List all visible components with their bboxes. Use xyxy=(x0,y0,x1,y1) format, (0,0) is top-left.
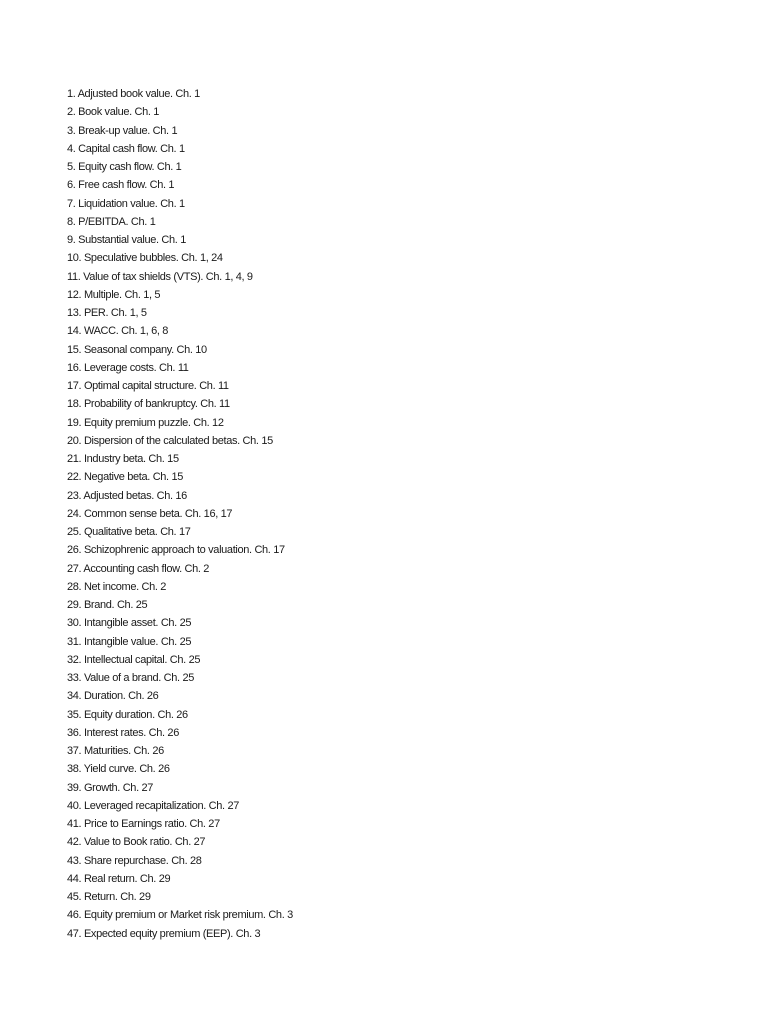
list-item: 45. Return. Ch. 29 xyxy=(67,891,151,903)
index-list xyxy=(67,85,293,943)
list-item: 32. Intellectual capital. Ch. 25 xyxy=(67,653,201,666)
list-item: 31. Intangible value. Ch. 25 xyxy=(67,635,192,648)
list-item: 12. Multiple. Ch. 1, 5 xyxy=(67,288,161,301)
list-item: 25. Qualitative beta. Ch. 17 xyxy=(67,526,191,538)
list-item: 10. Speculative bubbles. Ch. 1, 24 xyxy=(67,252,223,265)
list-item: 5. Equity cash flow. Ch. 1 xyxy=(67,161,182,173)
list-item: 40. Leveraged recapitalization. Ch. 27 xyxy=(67,799,239,812)
list-item: 38. Yield curve. Ch. 26 xyxy=(67,763,170,776)
list-item: 47. Expected equity premium (EEP). Ch. 3 xyxy=(67,927,261,940)
list-item: 27. Accounting cash flow. Ch. 2 xyxy=(67,562,210,575)
list-item: 46. Equity premium or Market risk premium. Ch. 3 xyxy=(67,909,293,922)
list-item: 7. Liquidation value. Ch. 1 xyxy=(67,197,185,210)
list-item: 36. Interest rates. Ch. 26 xyxy=(67,726,179,739)
list-item: 26. Schizophrenic approach to valuation. Ch. 17 xyxy=(67,544,285,557)
list-item: 22. Negative beta. Ch. 15 xyxy=(67,471,183,484)
list-item: 41. Price to Earnings ratio. Ch. 27 xyxy=(67,818,220,830)
list-item: 20. Dispersion of the calculated betas. Ch. 15 xyxy=(67,434,273,447)
list-item: 29. Brand. Ch. 25 xyxy=(67,599,148,611)
list-item: 6. Free cash flow. Ch. 1 xyxy=(67,179,175,192)
list-item: 8. P/EBITDA. Ch. 1 xyxy=(67,215,156,228)
list-item: 9. Substantial value. Ch. 1 xyxy=(67,234,186,246)
list-item: 44. Real return. Ch. 29 xyxy=(67,872,171,885)
list-item: 16. Leverage costs. Ch. 11 xyxy=(67,361,189,374)
list-item: 21. Industry beta. Ch. 15 xyxy=(67,453,179,465)
list-item: 28. Net income. Ch. 2 xyxy=(67,580,167,593)
list-item: 3. Break-up value. Ch. 1 xyxy=(67,124,178,137)
list-item: 13. PER. Ch. 1, 5 xyxy=(67,307,147,319)
list-item: 15. Seasonal company. Ch. 10 xyxy=(67,343,207,356)
list-item: 23. Adjusted betas. Ch. 16 xyxy=(67,489,187,502)
list-item: 11. Value of tax shields (VTS). Ch. 1, 4, 9 xyxy=(67,270,253,283)
list-item: 14. WACC. Ch. 1, 6, 8 xyxy=(67,325,169,338)
list-item: 1. Adjusted book value. Ch. 1 xyxy=(67,88,200,100)
list-item: 4. Capital cash flow. Ch. 1 xyxy=(67,142,185,155)
list-item: 43. Share repurchase. Ch. 28 xyxy=(67,854,202,867)
list-item: 35. Equity duration. Ch. 26 xyxy=(67,708,188,721)
list-item: 17. Optimal capital structure. Ch. 11 xyxy=(67,380,229,392)
list-item: 2. Book value. Ch. 1 xyxy=(67,106,160,119)
list-item: 37. Maturities. Ch. 26 xyxy=(67,745,164,757)
list-item: 19. Equity premium puzzle. Ch. 12 xyxy=(67,416,224,429)
list-item: 24. Common sense beta. Ch. 16, 17 xyxy=(67,507,233,520)
list-item: 30. Intangible asset. Ch. 25 xyxy=(67,617,192,630)
list-item: 33. Value of a brand. Ch. 25 xyxy=(67,672,194,684)
list-item: 42. Value to Book ratio. Ch. 27 xyxy=(67,836,206,849)
list-item: 34. Duration. Ch. 26 xyxy=(67,690,159,703)
list-item: 39. Growth. Ch. 27 xyxy=(67,781,154,794)
list-item: 18. Probability of bankruptcy. Ch. 11 xyxy=(67,398,230,411)
